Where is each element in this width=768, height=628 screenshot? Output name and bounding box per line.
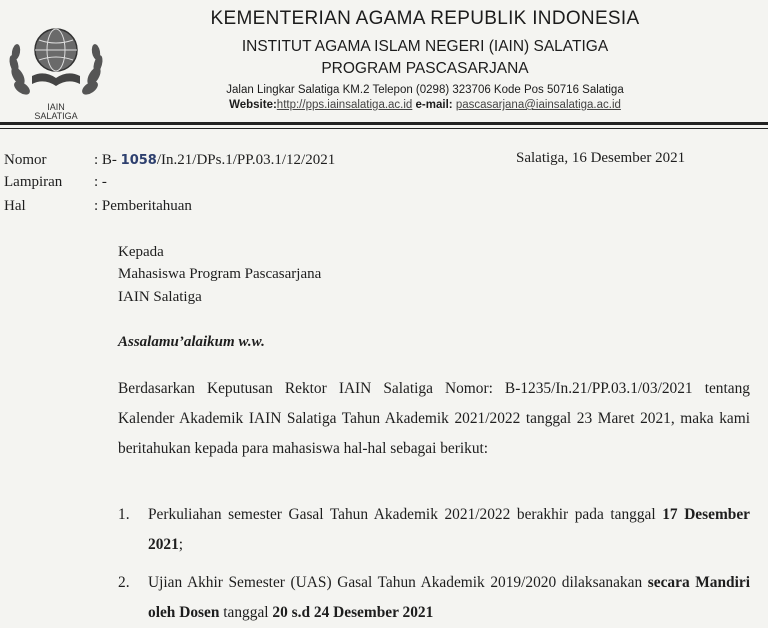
contact-line [160, 99, 690, 111]
nomor-prefix: : B- [94, 152, 117, 168]
place-date: Salatiga, 16 Desember 2021 [516, 150, 686, 166]
list-item-text [148, 500, 750, 560]
ministry-title: KEMENTERIAN AGAMA REPUBLIK INDONESIA [210, 8, 640, 29]
logo-caption [4, 103, 108, 121]
list-item [118, 500, 750, 560]
recipient-line-1: Kepada [118, 244, 164, 260]
hal-value: : Pemberitahuan [94, 198, 192, 214]
program-title: PROGRAM PASCASARJANA [321, 60, 529, 77]
institute-title: INSTITUT AGAMA ISLAM NEGERI (IAIN) SALATIGA [241, 38, 609, 55]
email-link[interactable]: pascasarjana@iainsalatiga.ac.id [455, 99, 621, 111]
item-1-end: ; [178, 536, 184, 553]
list-item-text [148, 568, 750, 628]
nomor-label: Nomor [4, 152, 47, 168]
nomor-value [94, 152, 335, 169]
item-1-text: Perkuliahan semester Gasal Tahun Akademik 2021/2022 berakhir pada tanggal [148, 506, 663, 523]
email-label: e-mail: [415, 99, 453, 111]
intro-paragraph: Berdasarkan Keputusan Rektor IAIN Salatiga Nomor: B-1235/In.21/PP.03.1/03/2021 tentang Kalender Akademik IAIN Salatiga Tahun Akademik 2021/2022 tanggal 23 Maret 2021, maka kami beritahukan kepada para mahasiswa hal-hal sebagai berikut: [118, 380, 750, 457]
hal-label: Hal [4, 198, 26, 214]
greeting: Assalamu’alaikum w.w. [118, 334, 265, 350]
item-2-method: secara Mandiri oleh Dosen [148, 574, 751, 621]
list-item-number: 2. [118, 574, 130, 591]
iain-logo [4, 20, 108, 120]
recipient-line-3: IAIN Salatiga [118, 289, 202, 305]
list-item [118, 568, 750, 628]
item-2-text: Ujian Akhir Semester (UAS) Gasal Tahun Akademik 2019/2020 dilaksanakan [148, 574, 648, 591]
list-item-number: 1. [118, 506, 130, 523]
lampiran-value: : - [94, 174, 107, 190]
header-rule-thin [0, 128, 768, 129]
item-2-date: 20 s.d 24 Desember 2021 [272, 604, 434, 621]
header-rule-thick [0, 122, 768, 125]
address-line: Jalan Lingkar Salatiga KM.2 Telepon (0298) 323706 Kode Pos 50716 Salatiga [226, 84, 624, 96]
website-label: Website: [229, 99, 277, 111]
nomor-suffix: /In.21/DPs.1/PP.03.1/12/2021 [156, 152, 336, 168]
iain-emblem-icon [4, 20, 108, 104]
recipient-line-2: Mahasiswa Program Pascasarjana [118, 266, 322, 282]
website-link[interactable]: http://pps.iainsalatiga.ac.id [276, 99, 413, 111]
item-2-middle: tanggal [219, 604, 273, 621]
item-1-date: 17 Desember 2021 [148, 506, 751, 553]
logo-text-salatiga: SALATIGA [34, 111, 78, 121]
nomor-handwritten: 1058 [120, 153, 157, 168]
logo-text-iain: IAIN [47, 102, 65, 112]
lampiran-label: Lampiran [4, 174, 63, 190]
